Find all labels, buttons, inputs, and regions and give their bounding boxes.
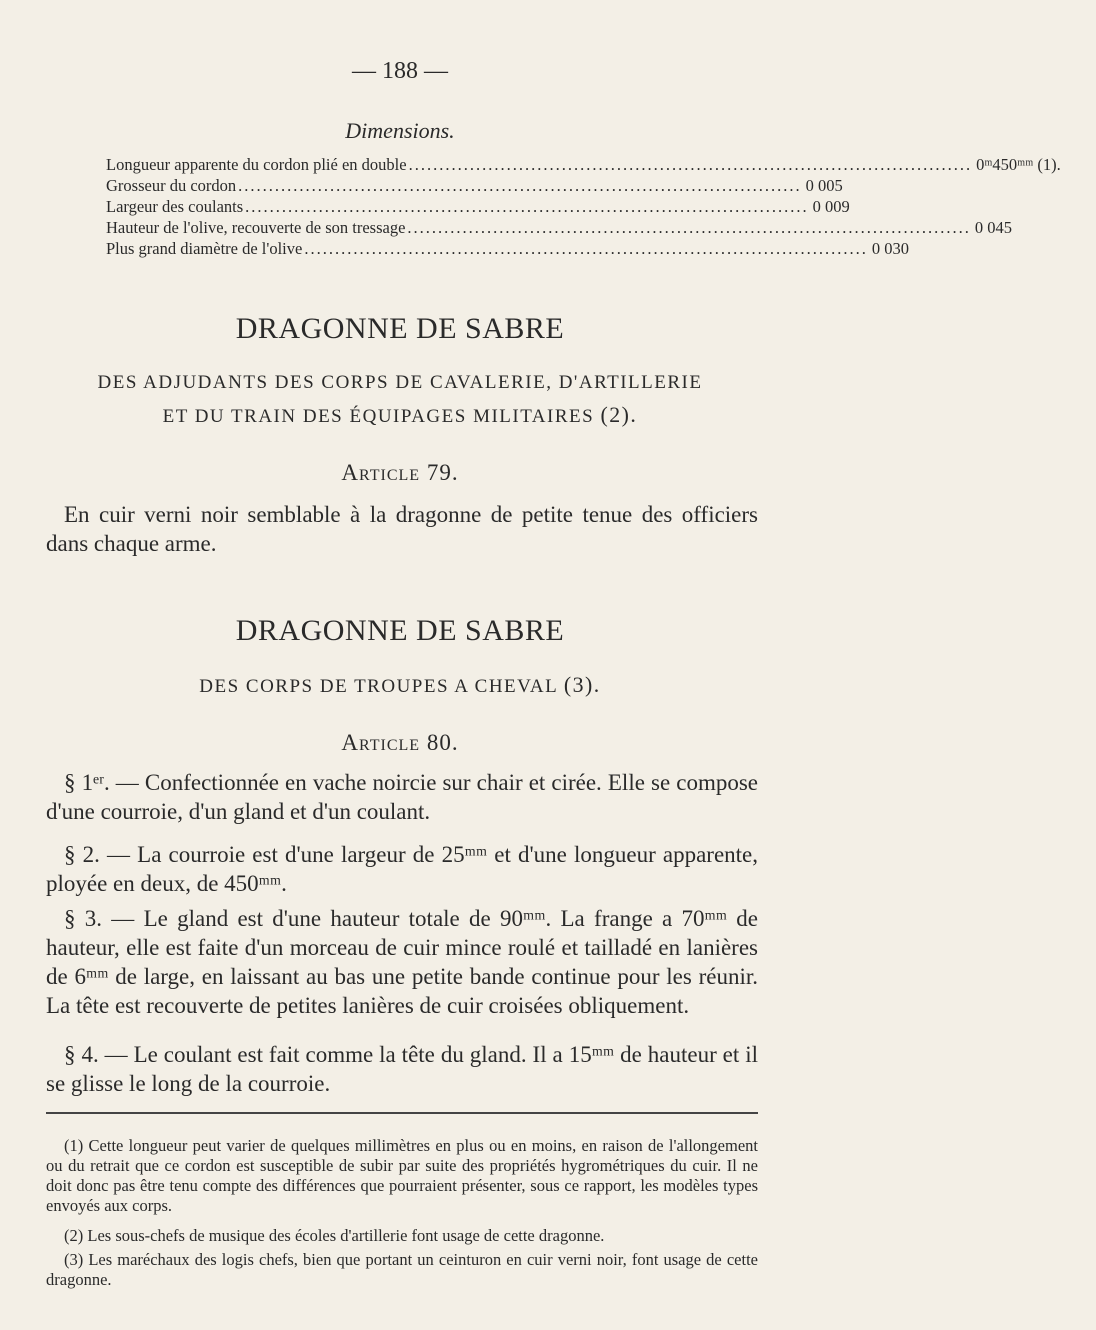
dimension-label: Grosseur du cordon xyxy=(106,176,237,195)
dimension-row xyxy=(106,196,850,217)
dimension-label: Plus grand diamètre de l'olive xyxy=(106,239,303,258)
dimension-label: Largeur des coulants xyxy=(106,197,244,216)
leader-dots: ............................................................................................ xyxy=(304,239,868,258)
dimension-value: 0ᵐ450ᵐᵐ (1). xyxy=(976,155,1061,174)
section2-subtitle xyxy=(0,673,800,698)
leader-dots: ............................................................................................ xyxy=(407,218,971,237)
dimension-row xyxy=(106,217,1013,238)
dimension-value: 0 030 xyxy=(871,239,909,258)
page-number: — 188 — xyxy=(352,58,448,84)
footnote-divider xyxy=(46,1112,758,1114)
footnote-3: (3) Les maréchaux des logis chefs, bien que portant un ceinturon en cuir verni noir, font usage de cette dragonne. xyxy=(46,1250,758,1289)
dimensions-title: Dimensions. xyxy=(345,118,455,143)
section1-subtitle-line2 xyxy=(0,403,800,428)
article-80-paragraph-3: § 3. — Le gland est d'une hauteur totale de 90ᵐᵐ. La frange a 70ᵐᵐ de hauteur, elle est faite d'un morceau de cuir mince roulé et tailladé en lanières de 6ᵐᵐ de large, en laissant au bas une petite bande continue pour les réunir. La tête est recouverte de petites lanières de cuir croisées obliquement. xyxy=(46,906,758,1018)
leader-dots: ............................................................................................ xyxy=(408,155,973,174)
footnote-2: (2) Les sous-chefs de musique des écoles d'artillerie font usage de cette dragonne. xyxy=(64,1226,605,1245)
dimension-row xyxy=(106,175,843,196)
dimensions-table xyxy=(106,154,1061,259)
dimension-value: 0 045 xyxy=(974,218,1013,237)
dimension-row xyxy=(106,154,1061,175)
dimension-value: 0 005 xyxy=(805,176,843,195)
dimension-value: 0 009 xyxy=(812,197,850,216)
article-80-paragraph-4: § 4. — Le coulant est fait comme la tête du gland. Il a 15ᵐᵐ de hauteur et il se glisse le long de la courroie. xyxy=(46,1042,758,1096)
article-80-paragraph-2: § 2. — La courroie est d'une largeur de 25ᵐᵐ et d'une longueur apparente, ployée en deux, de 450ᵐᵐ. xyxy=(46,842,758,896)
article-79-heading: Article 79. xyxy=(341,460,459,485)
article-79-text: En cuir verni noir semblable à la dragonne de petite tenue des officiers dans chaque arme. xyxy=(46,502,758,556)
section2-footnote-ref: (3). xyxy=(563,673,601,697)
section1-subtitle-line1: DES ADJUDANTS DES CORPS DE CAVALERIE, D'ARTILLERIE xyxy=(97,372,703,393)
leader-dots: ............................................................................................ xyxy=(238,176,802,195)
section1-subtitle-text: ET DU TRAIN DES ÉQUIPAGES MILITAIRES xyxy=(162,406,595,427)
section1-footnote-ref: (2). xyxy=(600,403,638,427)
dimension-row xyxy=(106,238,909,259)
leader-dots: ............................................................................................ xyxy=(245,197,809,216)
footnote-1: (1) Cette longueur peut varier de quelques millimètres en plus ou en moins, en raison de l'allongement ou du retrait que ce cordon est susceptible de subir par suite des propriétés hygrométriques du cuir. Il ne doit donc pas être tenu compte des différences que pourraient présenter, sous ce rapport, les modèles types envoyés aux corps. xyxy=(46,1136,758,1215)
article-80-heading: Article 80. xyxy=(341,730,459,755)
dimension-label: Hauteur de l'olive, recouverte de son tressage xyxy=(106,218,406,237)
section1-title: DRAGONNE DE SABRE xyxy=(235,312,565,345)
section2-subtitle-text: DES CORPS DE TROUPES A CHEVAL xyxy=(199,676,558,697)
article-80-paragraph-1: § 1ᵉʳ. — Confectionnée en vache noircie sur chair et cirée. Elle se compose d'une courroie, d'un gland et d'un coulant. xyxy=(46,770,758,824)
section2-title: DRAGONNE DE SABRE xyxy=(235,614,565,647)
dimension-label: Longueur apparente du cordon plié en double xyxy=(106,155,407,174)
